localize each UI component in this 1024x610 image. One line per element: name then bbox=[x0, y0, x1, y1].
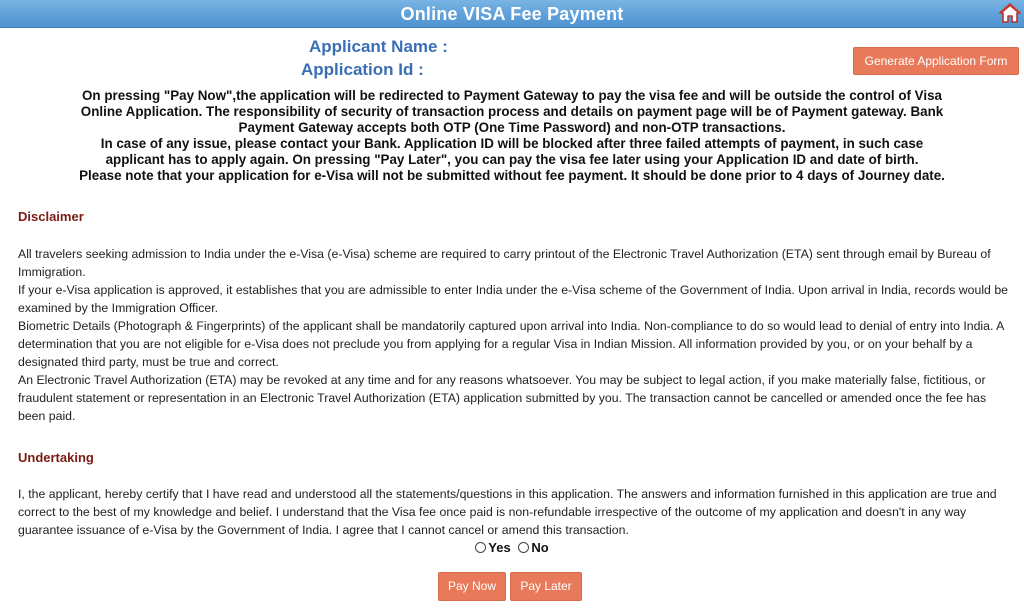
yes-label: Yes bbox=[488, 540, 511, 555]
disclaimer-paragraph: Biometric Details (Photograph & Fingerprints) of the applicant shall be mandatorily captured upon arrival into India. Non-compliance to do so would lead to denial of entry into India. A determination that you are not eligible for e-Visa does not preclude you from applying for a regular Visa in Indian Mission. All information provided by you, or on your behalf by a designated third party, must be true and correct. bbox=[18, 319, 1004, 369]
pay-now-button[interactable]: Pay Now bbox=[438, 572, 506, 601]
generate-application-form-button[interactable]: Generate Application Form bbox=[853, 47, 1019, 75]
disclaimer-paragraph: If your e-Visa application is approved, it establishes that you are admissible to enter India under the e-Visa scheme of the Government of India. Upon arrival in India, records would be examined by the Immigration Officer. bbox=[18, 283, 1008, 315]
disclaimer-text bbox=[18, 245, 1008, 425]
payment-notice bbox=[0, 88, 1024, 184]
radio-button-icon[interactable] bbox=[518, 542, 529, 553]
home-icon[interactable] bbox=[999, 3, 1021, 23]
header-bar bbox=[0, 0, 1024, 28]
disclaimer-paragraph: All travelers seeking admission to India under the e-Visa (e-Visa) scheme are required to carry printout of the Electronic Travel Authorization (ETA) sent through email by Bureau of Immigration. bbox=[18, 247, 991, 279]
application-id-label: Application Id : bbox=[301, 60, 424, 79]
notice-line: In case of any issue, please contact your Bank. Application ID will be blocked after three failed attempts of payment, in such case bbox=[100, 136, 924, 151]
no-label: No bbox=[531, 540, 549, 555]
notice-line: Online Application. The responsibility of security of transaction process and details on payment page will be of Payment gateway. Bank bbox=[80, 104, 944, 119]
undertaking-paragraph: I, the applicant, hereby certify that I have read and understood all the statements/questions in this application. The answers and information furnished in this application are true and correct to the best of my knowledge and belief. I understand that the Visa fee once paid is non-refundable irrespective of the outcome of my application and doesn't in any way guarantee issuance of e-Visa by the Government of India. I agree that I cannot cancel or amend this transaction. bbox=[18, 487, 997, 537]
disclaimer-heading: Disclaimer bbox=[18, 209, 84, 224]
notice-line: Please note that your application for e-Visa will not be submitted without fee payment. It should be done prior to 4 days of Journey date. bbox=[79, 168, 945, 183]
undertaking-heading: Undertaking bbox=[18, 450, 94, 465]
yes-radio[interactable] bbox=[475, 540, 510, 556]
radio-button-icon[interactable] bbox=[475, 542, 486, 553]
page-title: Online VISA Fee Payment bbox=[400, 4, 624, 24]
pay-later-button[interactable]: Pay Later bbox=[510, 572, 582, 601]
disclaimer-paragraph: An Electronic Travel Authorization (ETA) may be revoked at any time and for any reasons whatsoever. You may be subject to legal action, if you make materially false, fictitious, or fraudulent statement or representation in an Electronic Travel Authorization (ETA) application submitted by you. The transaction cannot be cancelled or amended once the fee has been paid. bbox=[18, 373, 987, 423]
notice-line: On pressing "Pay Now",the application will be redirected to Payment Gateway to pay the visa fee and will be outside the control of Visa bbox=[82, 88, 942, 103]
no-radio[interactable] bbox=[518, 540, 548, 556]
notice-line: applicant has to apply again. On pressing "Pay Later", you can pay the visa fee later using your Application ID and date of birth. bbox=[105, 152, 919, 167]
notice-line: Payment Gateway accepts both OTP (One Time Password) and non-OTP transactions. bbox=[238, 120, 786, 135]
undertaking-text bbox=[18, 485, 1008, 539]
undertaking-agreement bbox=[0, 540, 1024, 556]
applicant-name-label: Applicant Name : bbox=[309, 37, 448, 56]
